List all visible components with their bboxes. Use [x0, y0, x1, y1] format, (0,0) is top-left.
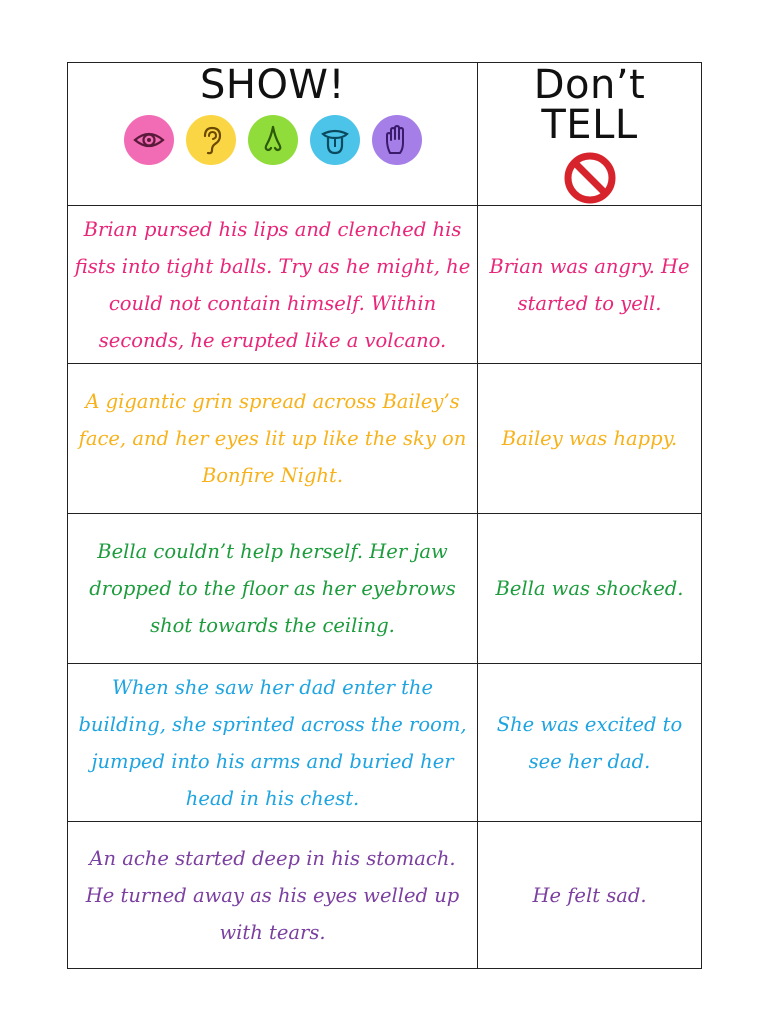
table-row [68, 664, 702, 822]
show-cell: Bella couldn’t help herself. Her jaw dropped to the floor as her eyebrows shot towards the ceiling. [68, 514, 478, 664]
tell-cell: He felt sad. [478, 822, 702, 969]
tell-cell: She was excited to see her dad. [478, 664, 702, 822]
ear-icon [186, 115, 236, 165]
table-row [68, 206, 702, 364]
show-cell: An ache started deep in his stomach. He turned away as his eyes welled up with tears. [68, 822, 478, 969]
tell-cell: Brian was angry. He started to yell. [478, 206, 702, 364]
tell-cell: Bailey was happy. [478, 364, 702, 514]
show-cell: Brian pursed his lips and clenched his fists into tight balls. Try as he might, he could not contain himself. Within seconds, he erupted like a volcano. [68, 206, 478, 364]
header-row [68, 63, 702, 206]
table-row [68, 364, 702, 514]
show-header-cell [68, 63, 478, 206]
senses-icon-row [74, 115, 471, 165]
prohibited-icon [484, 151, 695, 205]
nose-icon [248, 115, 298, 165]
show-title: SHOW! [199, 62, 346, 108]
tongue-icon [310, 115, 360, 165]
hand-icon [372, 115, 422, 165]
show-cell: When she saw her dad enter the building, she sprinted across the room, jumped into his arms and buried her head in his chest. [68, 664, 478, 822]
tell-cell: Bella was shocked. [478, 514, 702, 664]
table-row [68, 514, 702, 664]
tell-header-cell [478, 63, 702, 206]
show-dont-tell-table [67, 62, 702, 969]
show-cell: A gigantic grin spread across Bailey’s face, and her eyes lit up like the sky on Bonfire Night. [68, 364, 478, 514]
eye-icon [124, 115, 174, 165]
table-row [68, 822, 702, 969]
tell-title: Don’t TELL [533, 62, 646, 148]
